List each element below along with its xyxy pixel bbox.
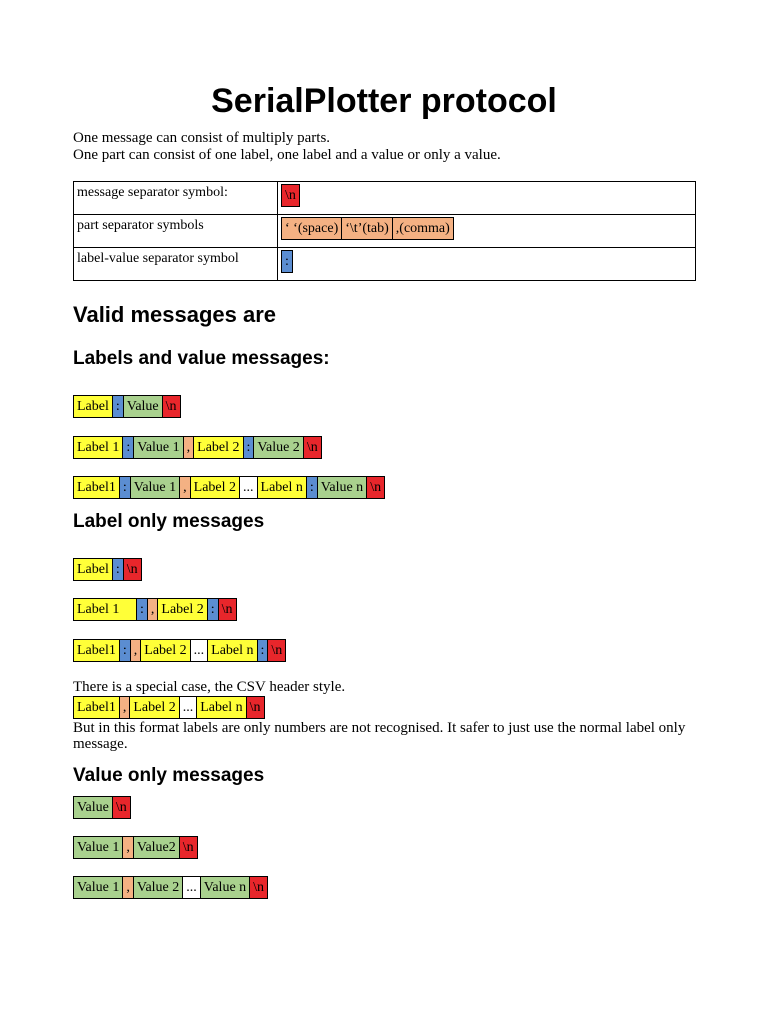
part-separator-token: ‘ ‘(space) (281, 217, 342, 240)
message-separator-sequence (281, 184, 300, 207)
label-token: Label 1 (73, 436, 123, 459)
label-token: Label n (257, 476, 307, 499)
colon-separator-token: : (207, 598, 219, 621)
example-label-value-1 (73, 395, 181, 418)
example-label-only-3 (73, 639, 286, 662)
colon-separator-token: : (119, 639, 131, 662)
comma-separator-token: , (147, 598, 159, 621)
table-row (74, 248, 696, 281)
newline-token: \n (281, 184, 300, 207)
heading-value-only-messages: Value only messages (73, 765, 265, 786)
colon-separator-token: : (306, 476, 318, 499)
ellipsis-token: ... (239, 476, 258, 499)
value-token: Value (123, 395, 163, 418)
newline-token: \n (366, 476, 385, 499)
ellipsis-token: ... (179, 696, 198, 719)
example-label-only-2 (73, 598, 237, 621)
value-token: Value 1 (133, 436, 183, 459)
colon-separator-token: : (281, 250, 293, 273)
comma-separator-token: , (122, 836, 134, 859)
label-value-separator-sequence (281, 250, 293, 273)
table-cell-label: message separator symbol: (74, 182, 278, 215)
label-token: Label 2 (140, 639, 190, 662)
intro-line-1: One message can consist of multiply parts. (73, 130, 331, 146)
heading-label-only-messages: Label only messages (73, 511, 265, 532)
label-token: Label 2 (190, 476, 240, 499)
value-token: Value n (200, 876, 250, 899)
value-token: Value 1 (130, 476, 180, 499)
value-token: Value (73, 796, 113, 819)
label-token: Label (73, 395, 113, 418)
newline-token: \n (246, 696, 265, 719)
newline-token: \n (303, 436, 322, 459)
value-token: Value n (317, 476, 367, 499)
ellipsis-token: ... (190, 639, 209, 662)
example-value-only-2 (73, 836, 198, 859)
ellipsis-token: ... (182, 876, 201, 899)
example-csv-header (73, 696, 265, 719)
label-token: Label n (207, 639, 257, 662)
comma-separator-token: , (179, 476, 191, 499)
colon-separator-token: : (112, 395, 124, 418)
comma-separator-token: , (130, 639, 142, 662)
value-token: Value2 (133, 836, 180, 859)
example-label-value-2 (73, 436, 322, 459)
newline-token: \n (179, 836, 198, 859)
label-token: Label1 (73, 476, 120, 499)
label-token: Label 2 (157, 598, 207, 621)
label-token: Label 2 (193, 436, 243, 459)
label-token: Label 1 (73, 598, 137, 621)
newline-token: \n (123, 558, 142, 581)
comma-separator-token: , (122, 876, 134, 899)
colon-separator-token: : (112, 558, 124, 581)
colon-separator-token: : (119, 476, 131, 499)
value-token: Value 1 (73, 876, 123, 899)
colon-separator-token: : (257, 639, 269, 662)
csv-intro-text: There is a special case, the CSV header style. (73, 679, 346, 695)
table-cell-symbols (278, 248, 696, 281)
heading-label-value-messages: Labels and value messages: (73, 348, 330, 369)
label-token: Label 2 (129, 696, 179, 719)
table-cell-symbols (278, 182, 696, 215)
newline-token: \n (249, 876, 268, 899)
colon-separator-token: : (243, 436, 255, 459)
comma-separator-token: , (183, 436, 195, 459)
csv-note-text: But in this format labels are only numbers are not recognised. It safer to just use the normal label only message. (73, 720, 686, 752)
intro-line-2: One part can consist of one label, one label and a value or only a value. (73, 147, 501, 163)
example-label-only-1 (73, 558, 142, 581)
table-cell-label: label-value separator symbol (74, 248, 278, 281)
table-cell-label: part separator symbols (74, 215, 278, 248)
newline-token: \n (218, 598, 237, 621)
part-separator-token: ‘\t’(tab) (341, 217, 393, 240)
label-token: Label1 (73, 639, 120, 662)
example-value-only-3 (73, 876, 268, 899)
table-row (74, 182, 696, 215)
label-token: Label n (196, 696, 246, 719)
newline-token: \n (162, 395, 181, 418)
value-token: Value 2 (253, 436, 303, 459)
label-token: Label (73, 558, 113, 581)
heading-valid-messages: Valid messages are (73, 302, 277, 327)
example-value-only-1 (73, 796, 131, 819)
comma-separator-token: , (119, 696, 131, 719)
table-cell-symbols (278, 215, 696, 248)
separator-table (73, 181, 696, 281)
label-token: Label1 (73, 696, 120, 719)
colon-separator-token: : (136, 598, 148, 621)
newline-token: \n (267, 639, 286, 662)
value-token: Value 2 (133, 876, 183, 899)
value-token: Value 1 (73, 836, 123, 859)
colon-separator-token: : (122, 436, 134, 459)
part-separator-token: ,(comma) (392, 217, 454, 240)
part-separator-sequence (281, 217, 454, 240)
newline-token: \n (112, 796, 131, 819)
table-row (74, 215, 696, 248)
example-label-value-3 (73, 476, 385, 499)
page-title: SerialPlotter protocol (211, 82, 557, 120)
